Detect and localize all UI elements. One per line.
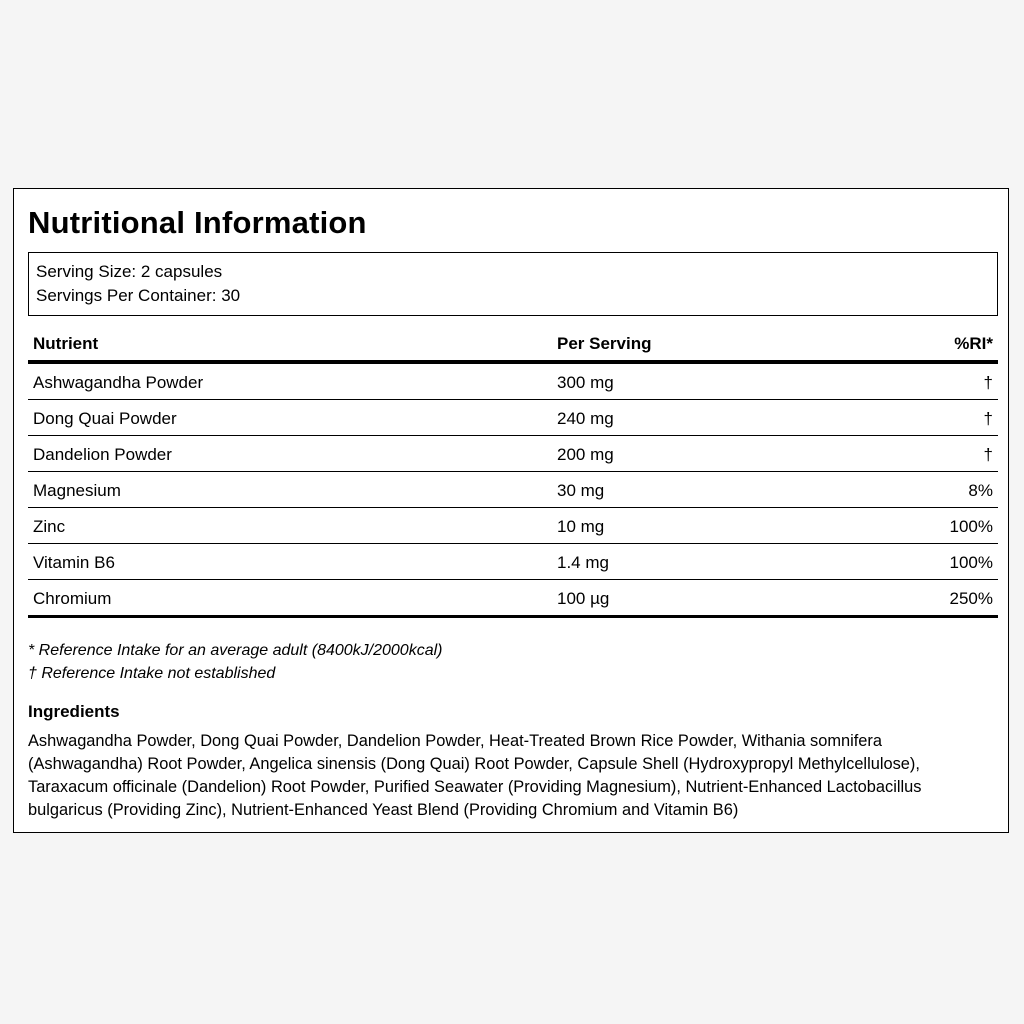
footnote-not-established: † Reference Intake not established: [28, 665, 276, 682]
nutrient-amount: 240 mg: [557, 409, 614, 428]
nutrient-ri: 100%: [949, 517, 993, 536]
header-ri: %RI*: [954, 334, 993, 353]
nutrient-ri: 8%: [968, 481, 993, 500]
table-row: [28, 508, 998, 544]
nutrient-ri: 100%: [949, 553, 993, 572]
table-row: [28, 400, 998, 436]
nutrient-table: [28, 324, 998, 618]
nutrient-amount: 300 mg: [557, 373, 614, 392]
table-row: [28, 436, 998, 472]
table-header-row: [28, 324, 998, 364]
nutrient-ri: †: [983, 445, 993, 464]
table-row: [28, 544, 998, 580]
header-per-serving: Per Serving: [557, 334, 652, 353]
nutrient-amount: 200 mg: [557, 445, 614, 464]
footnote-reference-intake: * Reference Intake for an average adult (8400kJ/2000kcal): [28, 642, 443, 659]
nutrient-ri: †: [983, 409, 993, 428]
nutrient-amount: 1.4 mg: [557, 553, 609, 572]
nutrient-amount: 10 mg: [557, 517, 605, 536]
footnotes: [28, 639, 442, 685]
table-row: [28, 472, 998, 508]
table-row: [28, 364, 998, 400]
nutrient-name: Ashwagandha Powder: [33, 373, 204, 392]
servings-per-container: Servings Per Container: 30: [36, 286, 241, 305]
ingredients-text: Ashwagandha Powder, Dong Quai Powder, Dandelion Powder, Heat-Treated Brown Rice Powder, Withania somnifera (Ashwagandha) Root Powder, Angelica sinensis (Dong Quai) Root Powder, Capsule Shell (Hydroxypropyl Methylcellulose), Taraxacum officinale (Dandelion) Root Powder, Purified Seawater (Providing Magnesium), Nutrient-Enhanced Lactobacillus bulgaricus (Providing Zinc), Nutrient-Enhanced Yeast Blend (Providing Chromium and Vitamin B6): [28, 732, 922, 819]
nutrient-ri: †: [983, 373, 993, 392]
nutrient-amount: 30 mg: [557, 481, 605, 500]
header-nutrient: Nutrient: [33, 334, 99, 353]
nutrient-name: Magnesium: [33, 481, 121, 500]
nutrient-ri: 250%: [949, 589, 993, 608]
nutrient-name: Chromium: [33, 589, 112, 608]
nutrient-name: Vitamin B6: [33, 553, 115, 572]
nutrient-name: Dong Quai Powder: [33, 409, 177, 428]
serving-size: Serving Size: 2 capsules: [36, 262, 223, 281]
nutrient-amount: 100 µg: [557, 589, 610, 608]
page-title: Nutritional Information: [28, 205, 367, 240]
nutrition-panel: [13, 188, 1009, 833]
table-row: [28, 580, 998, 618]
nutrient-name: Zinc: [33, 517, 66, 536]
nutrient-name: Dandelion Powder: [33, 445, 172, 464]
ingredients-heading: Ingredients: [28, 702, 120, 721]
serving-info-box: [28, 252, 998, 316]
